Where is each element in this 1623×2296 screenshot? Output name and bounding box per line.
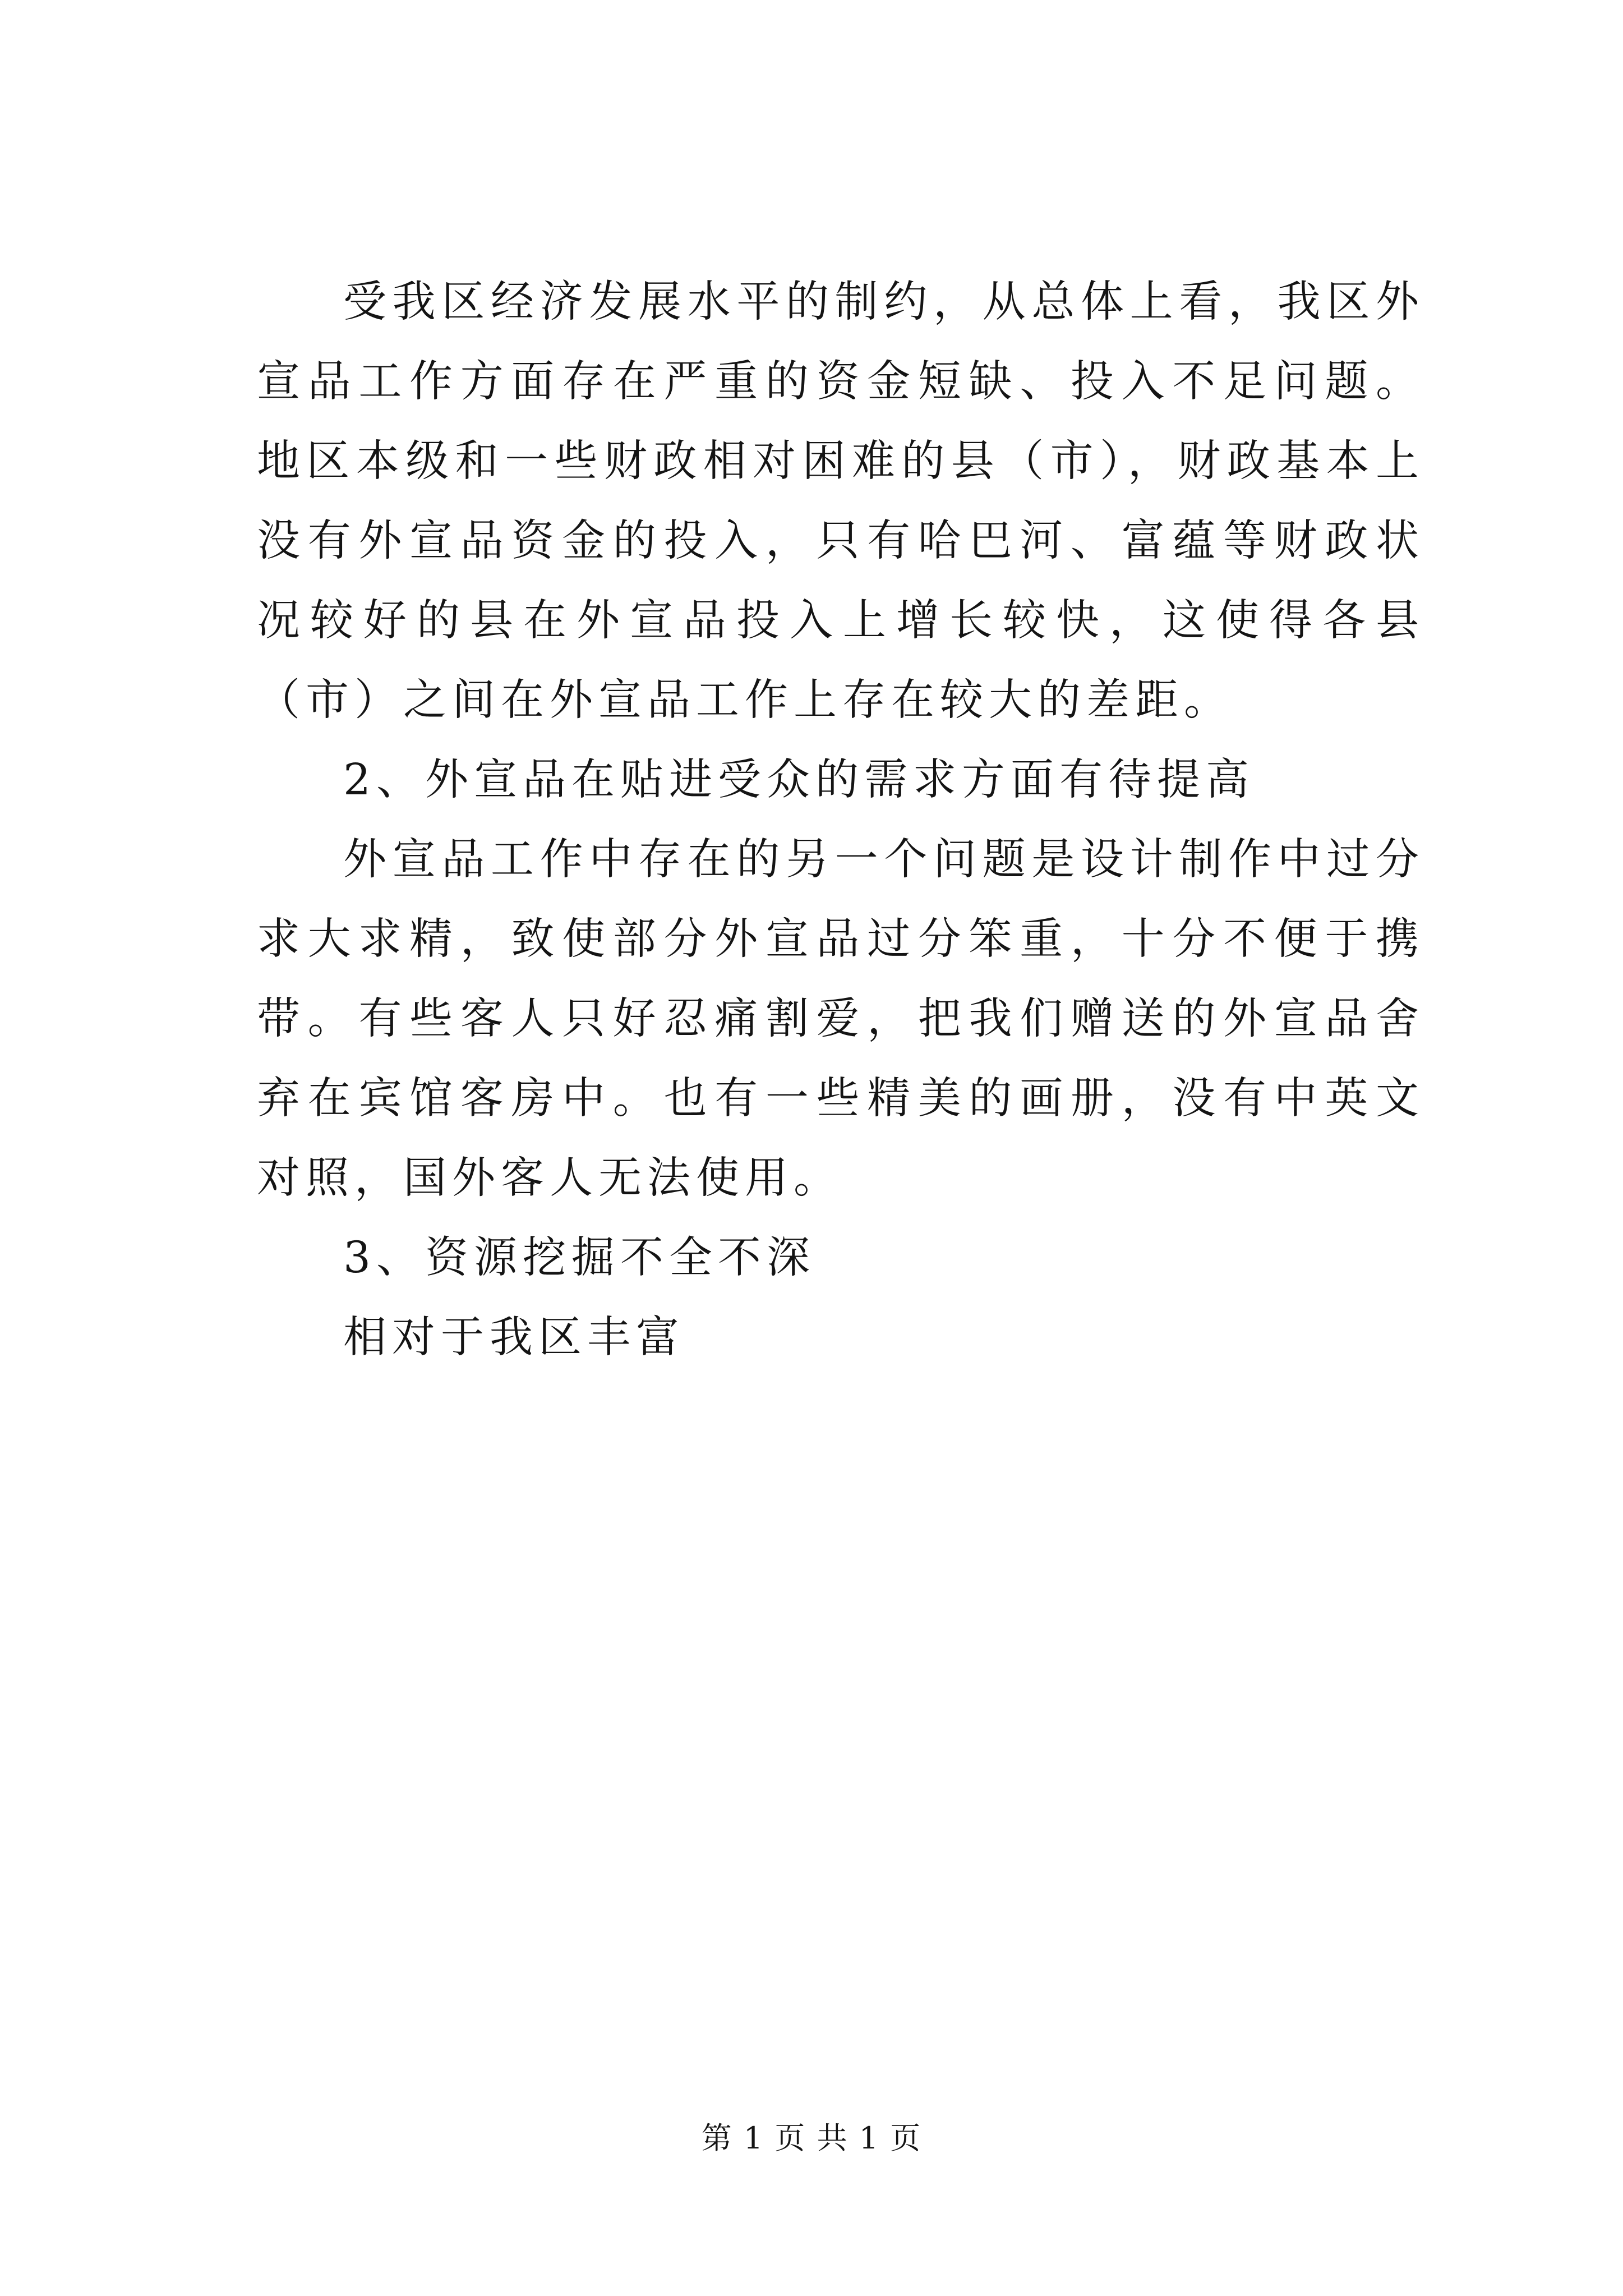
document-body: [257, 263, 1424, 1378]
paragraph-design: 外宣品工作中存在的另一个问题是设计制作中过分求大求精，致使部分外宣品过分笨重，十分不便于携带。有些客人只好忍痛割爱，把我们赠送的外宣品舍弃在宾馆客房中。也有一些精美的画册，没有中英文对照，国外客人无法使用。: [257, 835, 1424, 1203]
heading-audience-needs: 2、外宣品在贴进受众的需求方面有待提高: [343, 755, 1255, 805]
paragraph-resources: 相对于我区丰富: [343, 1313, 685, 1363]
paragraph-funding: 受我区经济发展水平的制约，从总体上看，我区外宣品工作方面存在严重的资金短缺、投入不足问题。地区本级和一些财政相对困难的县（市），财政基本上没有外宣品资金的投入，只有哈巴河、富蕴等财政状况较好的县在外宣品投入上增长较快，这使得各县（市）之间在外宣品工作上存在较大的差距。: [257, 277, 1424, 725]
heading-resources: 3、资源挖掘不全不深: [343, 1233, 815, 1283]
page-number-footer: 第 1 页 共 1 页: [701, 2120, 922, 2156]
